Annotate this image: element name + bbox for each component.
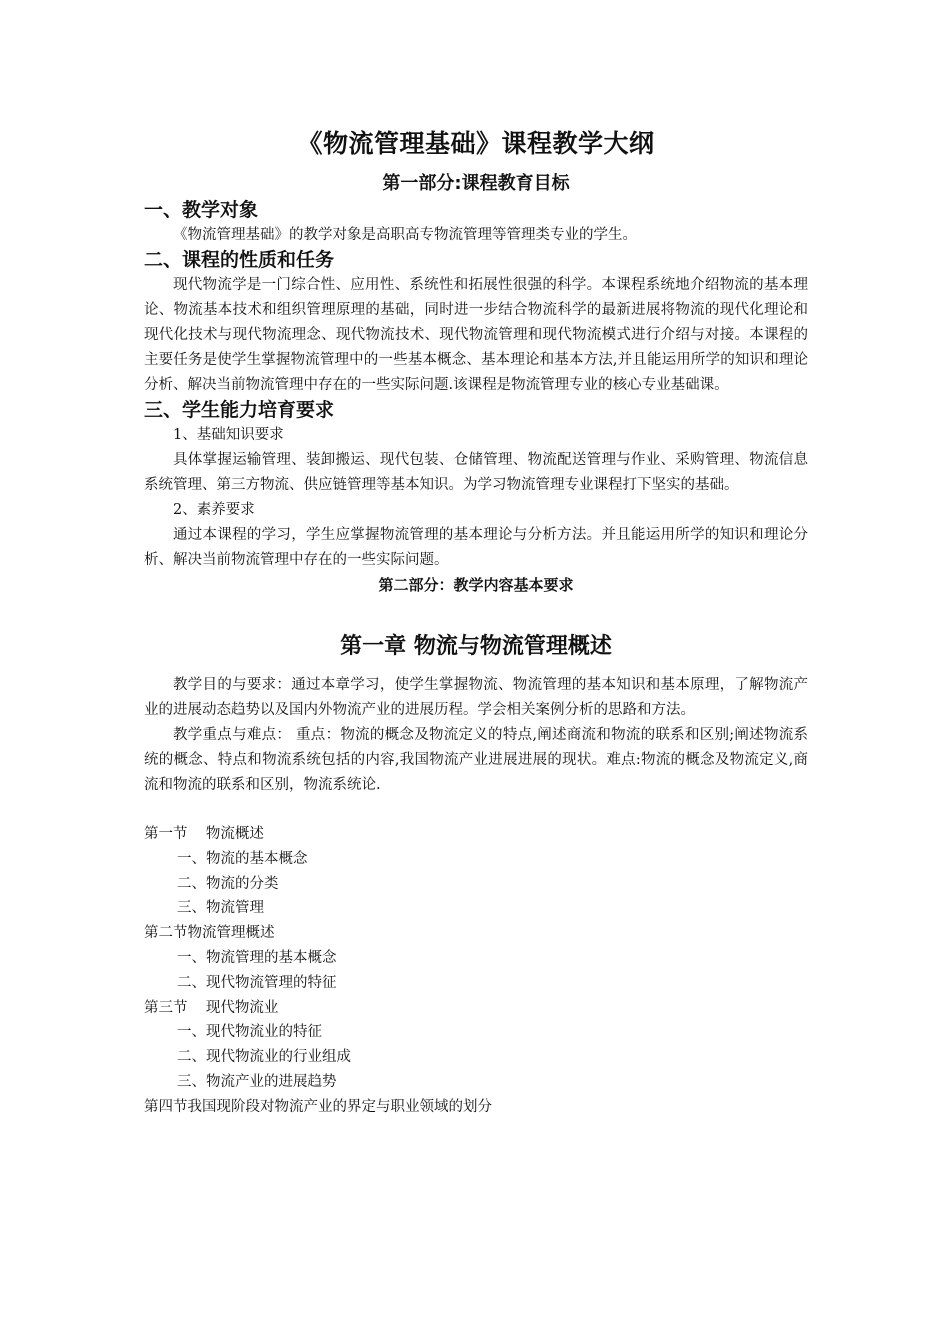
outline-item: 二、现代物流管理的特征	[177, 974, 337, 991]
section-heading-course-nature: 二、课程的性质和任务	[144, 249, 335, 271]
part-one-title: 第一部分:课程教育目标	[382, 173, 570, 194]
section-paragraph: 现代物流学是一门综合性、应用性、系统性和拓展性很强的科学。本课程系统地介绍物流的基本理论、物流基本技术和组织管理原理的基础，同时进一步结合物流科学的最新进展将物流的现代化理论和现代化技术与现代物流理念、现代物流技术、现代物流管理和现代物流模式进行介绍与对接。本课程的主要任务是使学生掌握物流管理中的一些基本概念、基本理论和基本方法,并且能运用所学的知识和理论分析、解决当前物流管理中存在的一些实际问题.该课程是物流管理专业的核心专业基础课。	[144, 277, 808, 393]
outline-section: 第四节我国现阶段对物流产业的界定与职业领域的划分	[144, 1098, 492, 1115]
section-paragraph: 《物流管理基础》的教学对象是高职高专物流管理等管理类专业的学生。	[173, 227, 637, 243]
chapter-key-points-paragraph: 教学重点与难点： 重点：物流的概念及物流定义的特点,阐述商流和物流的联系和区别;阐述物流系统的概念、特点和物流系统包括的内容,我国物流产业进展进展的现状。难点:物流的概念及物流定义,商流和物流的联系和区别，物流系统论.	[144, 727, 808, 793]
section-heading-teaching-target: 一、教学对象	[144, 199, 259, 221]
section-paragraph: 通过本课程的学习，学生应掌握物流管理的基本理论与分析方法。并且能运用所学的知识和理论分析、解决当前物流管理中存在的一些实际问题。	[144, 527, 808, 568]
outline-item: 三、物流产业的进展趋势	[177, 1073, 337, 1090]
document-body	[144, 126, 808, 1120]
section-heading-ability-requirements: 三、学生能力培育要求	[144, 399, 335, 421]
section-paragraph: 具体掌握运输管理、装卸搬运、现代包装、仓储管理、物流配送管理与作业、采购管理、物流信息系统管理、第三方物流、供应链管理等基本知识。为学习物流管理专业课程打下坚实的基础。	[144, 452, 808, 493]
outline-section: 第一节 物流概述	[144, 826, 264, 842]
outline-section: 第三节 现代物流业	[144, 999, 279, 1016]
outline-section: 第二节物流管理概述	[144, 925, 275, 942]
subsection-label-quality: 2、素养要求	[173, 502, 255, 518]
outline-item: 一、物流管理的基本概念	[177, 949, 337, 966]
part-two-title: 第二部分：教学内容基本要求	[378, 576, 574, 594]
outline-item: 一、物流的基本概念	[177, 850, 308, 867]
chapter-goal-paragraph: 教学目的与要求：通过本章学习，使学生掌握物流、物流管理的基本知识和基本原理，了解物流产业的进展动态趋势以及国内外物流产业的进展历程。学会相关案例分析的思路和方法。	[144, 677, 808, 718]
chapter-title: 第一章 物流与物流管理概述	[340, 634, 612, 659]
outline-item: 二、现代物流业的行业组成	[177, 1049, 351, 1066]
outline-item: 三、物流管理	[177, 900, 264, 917]
document-title: 《物流管理基础》课程教学大纲	[297, 129, 655, 158]
subsection-label-basic-knowledge: 1、基础知识要求	[173, 427, 284, 443]
outline-item: 一、现代物流业的特征	[177, 1024, 322, 1041]
outline-item: 二、物流的分类	[177, 875, 279, 892]
chapter-outline	[144, 822, 808, 1120]
